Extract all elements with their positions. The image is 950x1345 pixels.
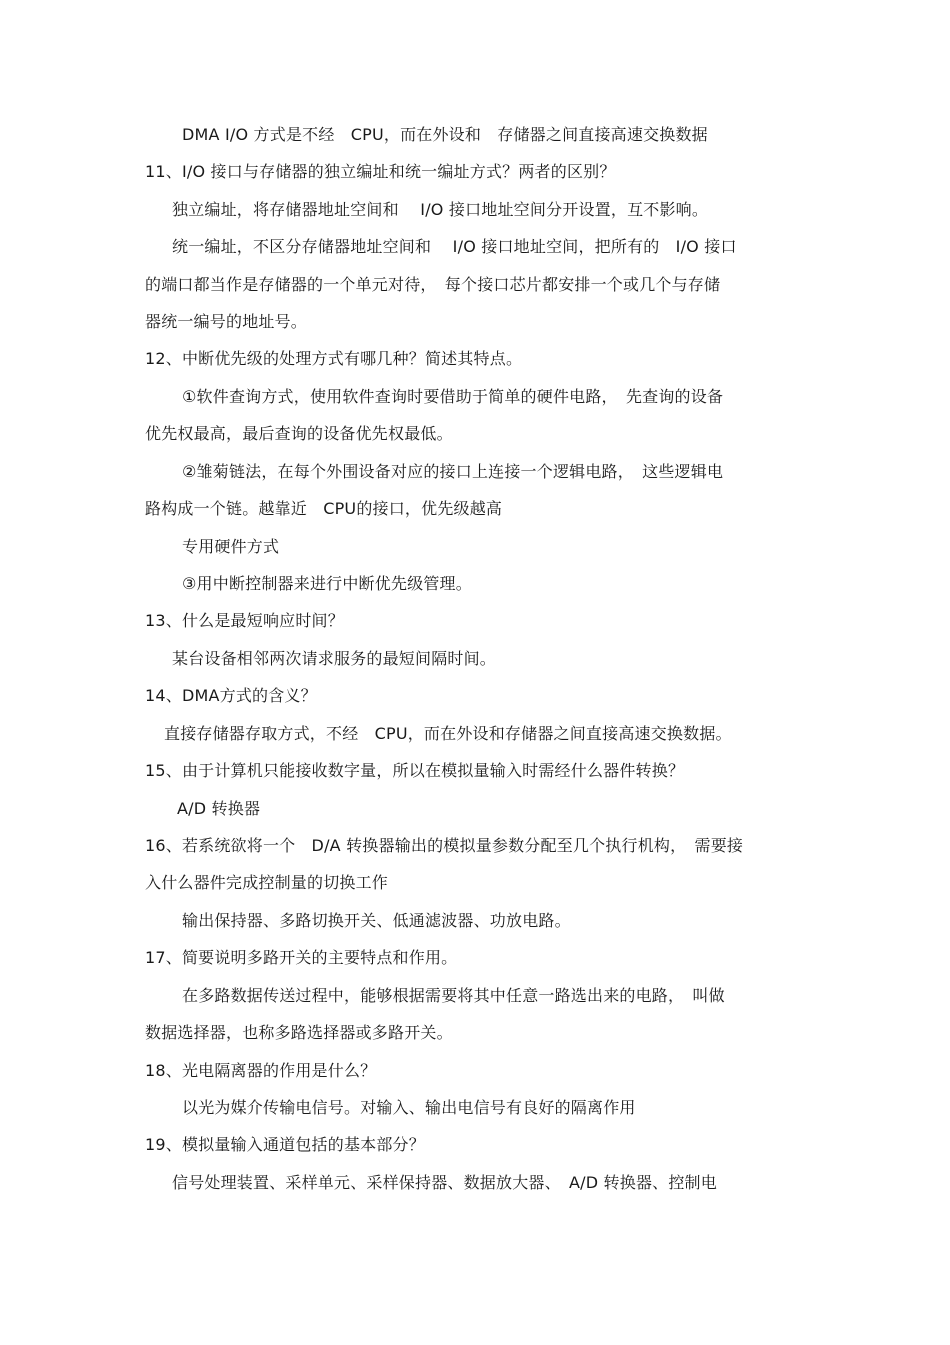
text-line: 器统一编号的地址号。	[145, 312, 308, 331]
text-line: ③用中断控制器来进行中断优先级管理。	[182, 574, 472, 593]
text-line: ①软件查询方式，使用软件查询时要借助于简单的硬件电路， 先查询的设备	[182, 387, 724, 406]
question-heading: 19、模拟量输入通道包括的基本部分？	[145, 1135, 425, 1154]
question-heading: 18、光电隔离器的作用是什么？	[145, 1061, 377, 1080]
text-line: 的端口都当作是存储器的一个单元对待， 每个接口芯片都安排一个或几个与存储	[145, 275, 721, 294]
text-line: 优先权最高，最后查询的设备优先权最低。	[145, 424, 453, 443]
question-heading: 11、I/O 接口与存储器的独立编址和统一编址方式？两者的区别？	[145, 162, 616, 181]
question-heading: 13、什么是最短响应时间？	[145, 611, 344, 630]
question-heading: 17、简要说明多路开关的主要特点和作用。	[145, 948, 458, 967]
text-line: 某台设备相邻两次请求服务的最短间隔时间。	[172, 649, 497, 668]
text-line: 入什么器件完成控制量的切换工作	[145, 873, 389, 892]
text-line: 以光为媒介传输电信号。对输入、输出电信号有良好的隔离作用	[182, 1098, 636, 1117]
question-heading: 15、由于计算机只能接收数字量，所以在模拟量输入时需经什么器件转换？	[145, 761, 685, 780]
text-line: 信号处理装置、采样单元、采样保持器、数据放大器、 A/D 转换器、控制电	[172, 1173, 717, 1192]
question-heading: 14、DMA方式的含义？	[145, 686, 317, 705]
text-line: 数据选择器，也称多路选择器或多路开关。	[145, 1023, 453, 1042]
text-line: 输出保持器、多路切换开关、低通滤波器、功放电路。	[182, 911, 571, 930]
text-line: A/D 转换器	[177, 799, 261, 818]
question-heading: 16、若系统欲将一个 D/A 转换器输出的模拟量参数分配至几个执行机构， 需要接	[145, 836, 744, 855]
text-line: 路构成一个链。越靠近 CPU的接口，优先级越高	[145, 499, 503, 518]
text-line: 统一编址，不区分存储器地址空间和 I/O 接口地址空间，把所有的 I/O 接口	[172, 237, 737, 256]
text-line: DMA I/O 方式是不经 CPU，而在外设和 存储器之间直接高速交换数据	[182, 125, 708, 144]
text-line: 直接存储器存取方式，不经 CPU，而在外设和存储器之间直接高速交换数据。	[164, 724, 732, 743]
text-line: 在多路数据传送过程中，能够根据需要将其中任意一路选出来的电路， 叫做	[182, 986, 725, 1005]
text-line: ②雏菊链法，在每个外围设备对应的接口上连接一个逻辑电路， 这些逻辑电	[182, 462, 724, 481]
question-heading: 12、中断优先级的处理方式有哪几种？简述其特点。	[145, 349, 523, 368]
text-line: 独立编址，将存储器地址空间和 I/O 接口地址空间分开设置，互不影响。	[172, 200, 709, 219]
text-line: 专用硬件方式	[182, 537, 280, 556]
